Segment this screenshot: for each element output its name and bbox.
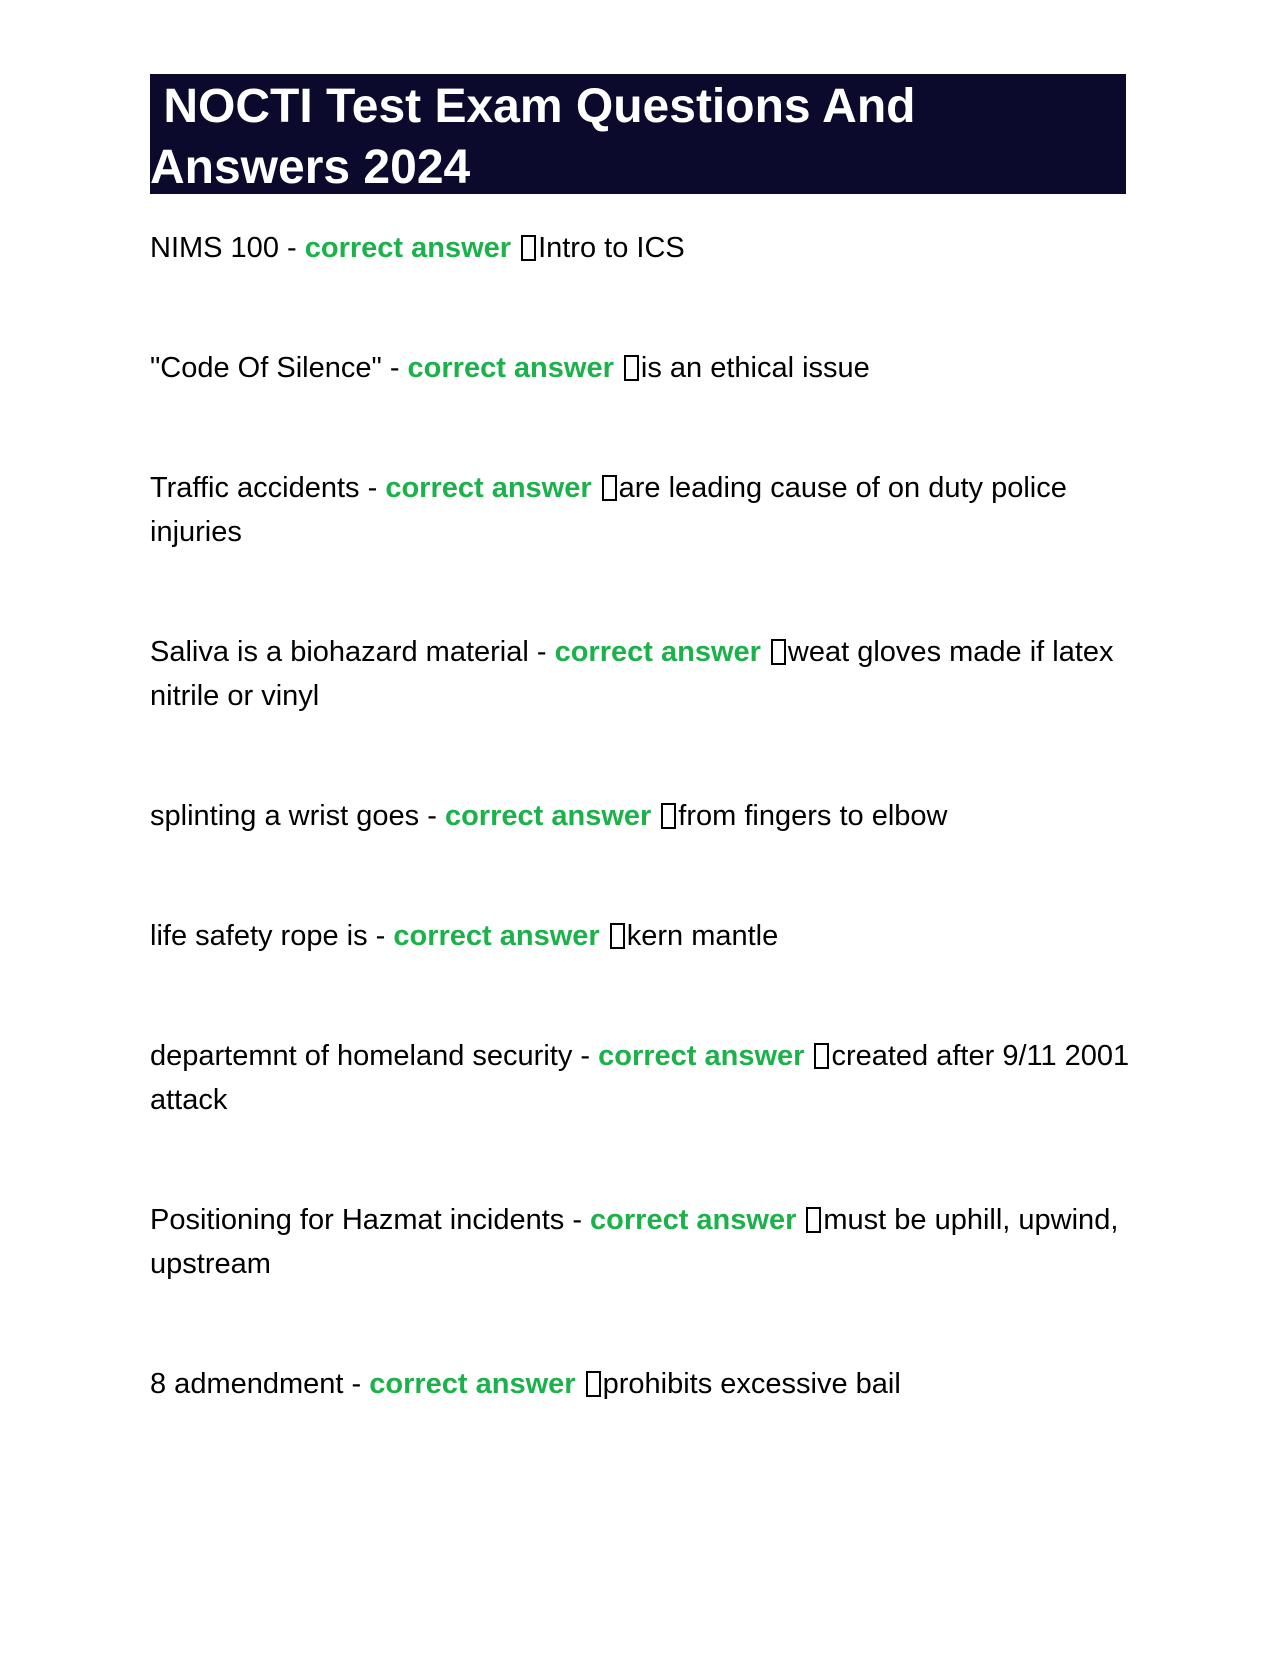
missing-glyph-box-icon (586, 1371, 601, 1397)
correct-answer-label: correct answer (304, 232, 512, 264)
question-text: splinting a wrist goes (150, 800, 420, 832)
correct-answer-label: correct answer (385, 472, 592, 504)
title-banner (150, 74, 1126, 194)
question-text: Traffic accidents (150, 472, 360, 504)
qa-item: 8 admendment - correct answer prohibits excessive bail (150, 1368, 901, 1400)
answer-text: are leading cause of on duty police injuries (150, 472, 1067, 548)
missing-glyph-box-icon (806, 1207, 821, 1233)
answer-text: is an ethical issue (640, 352, 870, 384)
question-text: "Code Of Silence" (150, 352, 382, 384)
answer-text: weat gloves made if latex nitrile or vinyl (150, 636, 1114, 712)
document-title: NOCTI Test Exam Questions And Answers 2024 (150, 80, 928, 194)
question-text: life safety rope is (150, 920, 368, 952)
qa-item: Traffic accidents - correct answer are leading cause of on duty police injuries (150, 472, 1067, 548)
qa-item: NIMS 100 - correct answer Intro to ICS (150, 232, 685, 264)
correct-answer-label: correct answer (407, 352, 614, 384)
answer-text: kern mantle (626, 920, 779, 952)
question-text: Positioning for Hazmat incidents (150, 1204, 565, 1236)
answer-text: created after 9/11 2001 attack (150, 1040, 1130, 1116)
correct-answer-label: correct answer (590, 1204, 797, 1236)
missing-glyph-box-icon (814, 1043, 829, 1069)
qa-item: Saliva is a biohazard material - correct answer weat gloves made if latex nitrile or vinyl (150, 636, 1114, 712)
correct-answer-label: correct answer (598, 1040, 805, 1072)
missing-glyph-box-icon (602, 475, 617, 501)
correct-answer-label: correct answer (369, 1368, 576, 1400)
question-text: Saliva is a biohazard material (150, 636, 529, 668)
missing-glyph-box-icon (521, 235, 536, 261)
answer-text: Intro to ICS (538, 232, 685, 264)
question-text: departemnt of homeland security (150, 1040, 573, 1072)
missing-glyph-box-icon (610, 923, 625, 949)
answer-text: must be uphill, upwind, upstream (150, 1204, 1119, 1280)
qa-item: splinting a wrist goes - correct answer from fingers to elbow (150, 800, 948, 832)
qa-item: Positioning for Hazmat incidents - correct answer must be uphill, upwind, upstream (150, 1204, 1119, 1280)
correct-answer-label: correct answer (444, 800, 652, 832)
missing-glyph-box-icon (661, 803, 676, 829)
correct-answer-label: correct answer (554, 636, 761, 668)
answer-text: from fingers to elbow (678, 800, 948, 832)
missing-glyph-box-icon (771, 639, 786, 665)
missing-glyph-box-icon (624, 355, 639, 381)
question-text: 8 admendment (150, 1368, 344, 1400)
qa-item: "Code Of Silence" - correct answer is an ethical issue (150, 352, 870, 384)
qa-item: life safety rope is - correct answer kern mantle (150, 920, 779, 952)
answer-text: prohibits excessive bail (602, 1368, 901, 1400)
question-text: NIMS 100 (150, 232, 279, 264)
correct-answer-label: correct answer (393, 920, 600, 952)
qa-item: departemnt of homeland security - correct answer created after 9/11 2001 attack (150, 1040, 1130, 1116)
